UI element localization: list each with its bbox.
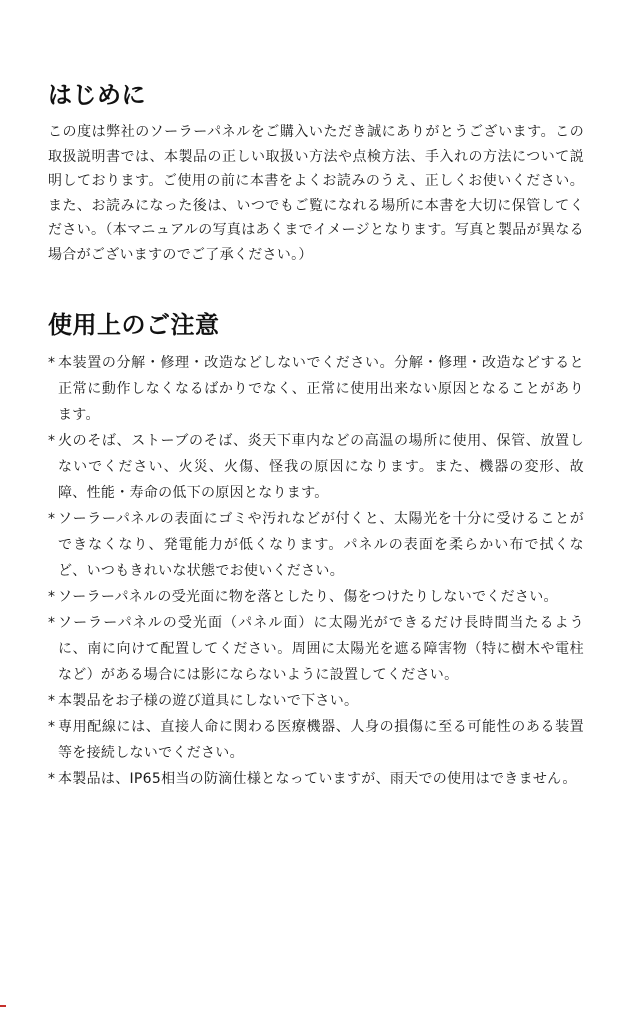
caution-item-text: 本製品は、IP65相当の防滴仕様となっていますが、雨天での使用はできません。 (58, 771, 577, 787)
caution-heading: 使用上のご注意 (48, 311, 220, 339)
asterisk-bullet-icon: * (48, 355, 56, 371)
caution-item-text: 火のそば、ストーブのそば、炎天下車内などの高温の場所に使用、保管、放置しないでください、火災、火傷、怪我の原因になります。また、機器の変形、故障、性能・寿命の低下の原因となります。 (58, 433, 584, 501)
intro-paragraph: この度は弊社のソーラーパネルをご購入いただき誠にありがとうございます。この取扱説明書では、本製品の正しい取扱い方法や点検方法、手入れの方法について説明しております。ご使用の前に本書をよくお読みのうえ、正しくお使いください。また、お読みになった後は、いつでもご覧になれる場所に本書を大切に保管してください。（本マニュアルの写真はあくまでイメージとなります。写真と製品が異なる場合がございますのでご了承ください。） (48, 124, 584, 263)
intro-heading: はじめに (48, 81, 146, 109)
asterisk-bullet-icon: * (48, 719, 56, 735)
caution-item (48, 610, 584, 688)
caution-item-text: 本製品をお子様の遊び道具にしないで下さい。 (58, 693, 359, 709)
caution-item-text: ソーラーパネルの表面にゴミや汚れなどが付くと、太陽光を十分に受けることができなくなり、発電能力が低くなります。パネルの表面を柔らかい布で拭くなど、いつもきれいな状態でお使いください。 (58, 511, 584, 579)
asterisk-bullet-icon: * (48, 511, 56, 527)
asterisk-bullet-icon: * (48, 693, 56, 709)
caution-item-text: 本装置の分解・修理・改造などしないでください。分解・修理・改造などすると正常に動作しなくなるばかりでなく、正常に使用出来ない原因となることがあります。 (58, 355, 584, 423)
caution-list (48, 350, 584, 792)
asterisk-bullet-icon: * (48, 433, 56, 449)
corner-mark-icon (0, 1005, 6, 1007)
caution-item-text: ソーラーパネルの受光面（パネル面）に太陽光ができるだけ長時間当たるように、南に向けて配置してください。周囲に太陽光を遮る障害物（特に樹木や電柱など）がある場合には影にならないように設置してください。 (58, 615, 584, 683)
asterisk-bullet-icon: * (48, 771, 56, 787)
caution-item (48, 428, 584, 506)
asterisk-bullet-icon: * (48, 589, 56, 605)
caution-item (48, 350, 584, 428)
caution-item (48, 766, 584, 792)
caution-item-text: 専用配線には、直接人命に関わる医療機器、人身の損傷に至る可能性のある装置等を接続しないでください。 (58, 719, 584, 761)
caution-item (48, 714, 584, 766)
caution-item (48, 688, 584, 714)
caution-item-text: ソーラーパネルの受光面に物を落としたり、傷をつけたりしないでください。 (58, 589, 558, 605)
caution-item (48, 584, 584, 610)
asterisk-bullet-icon: * (48, 615, 56, 631)
caution-item (48, 506, 584, 584)
